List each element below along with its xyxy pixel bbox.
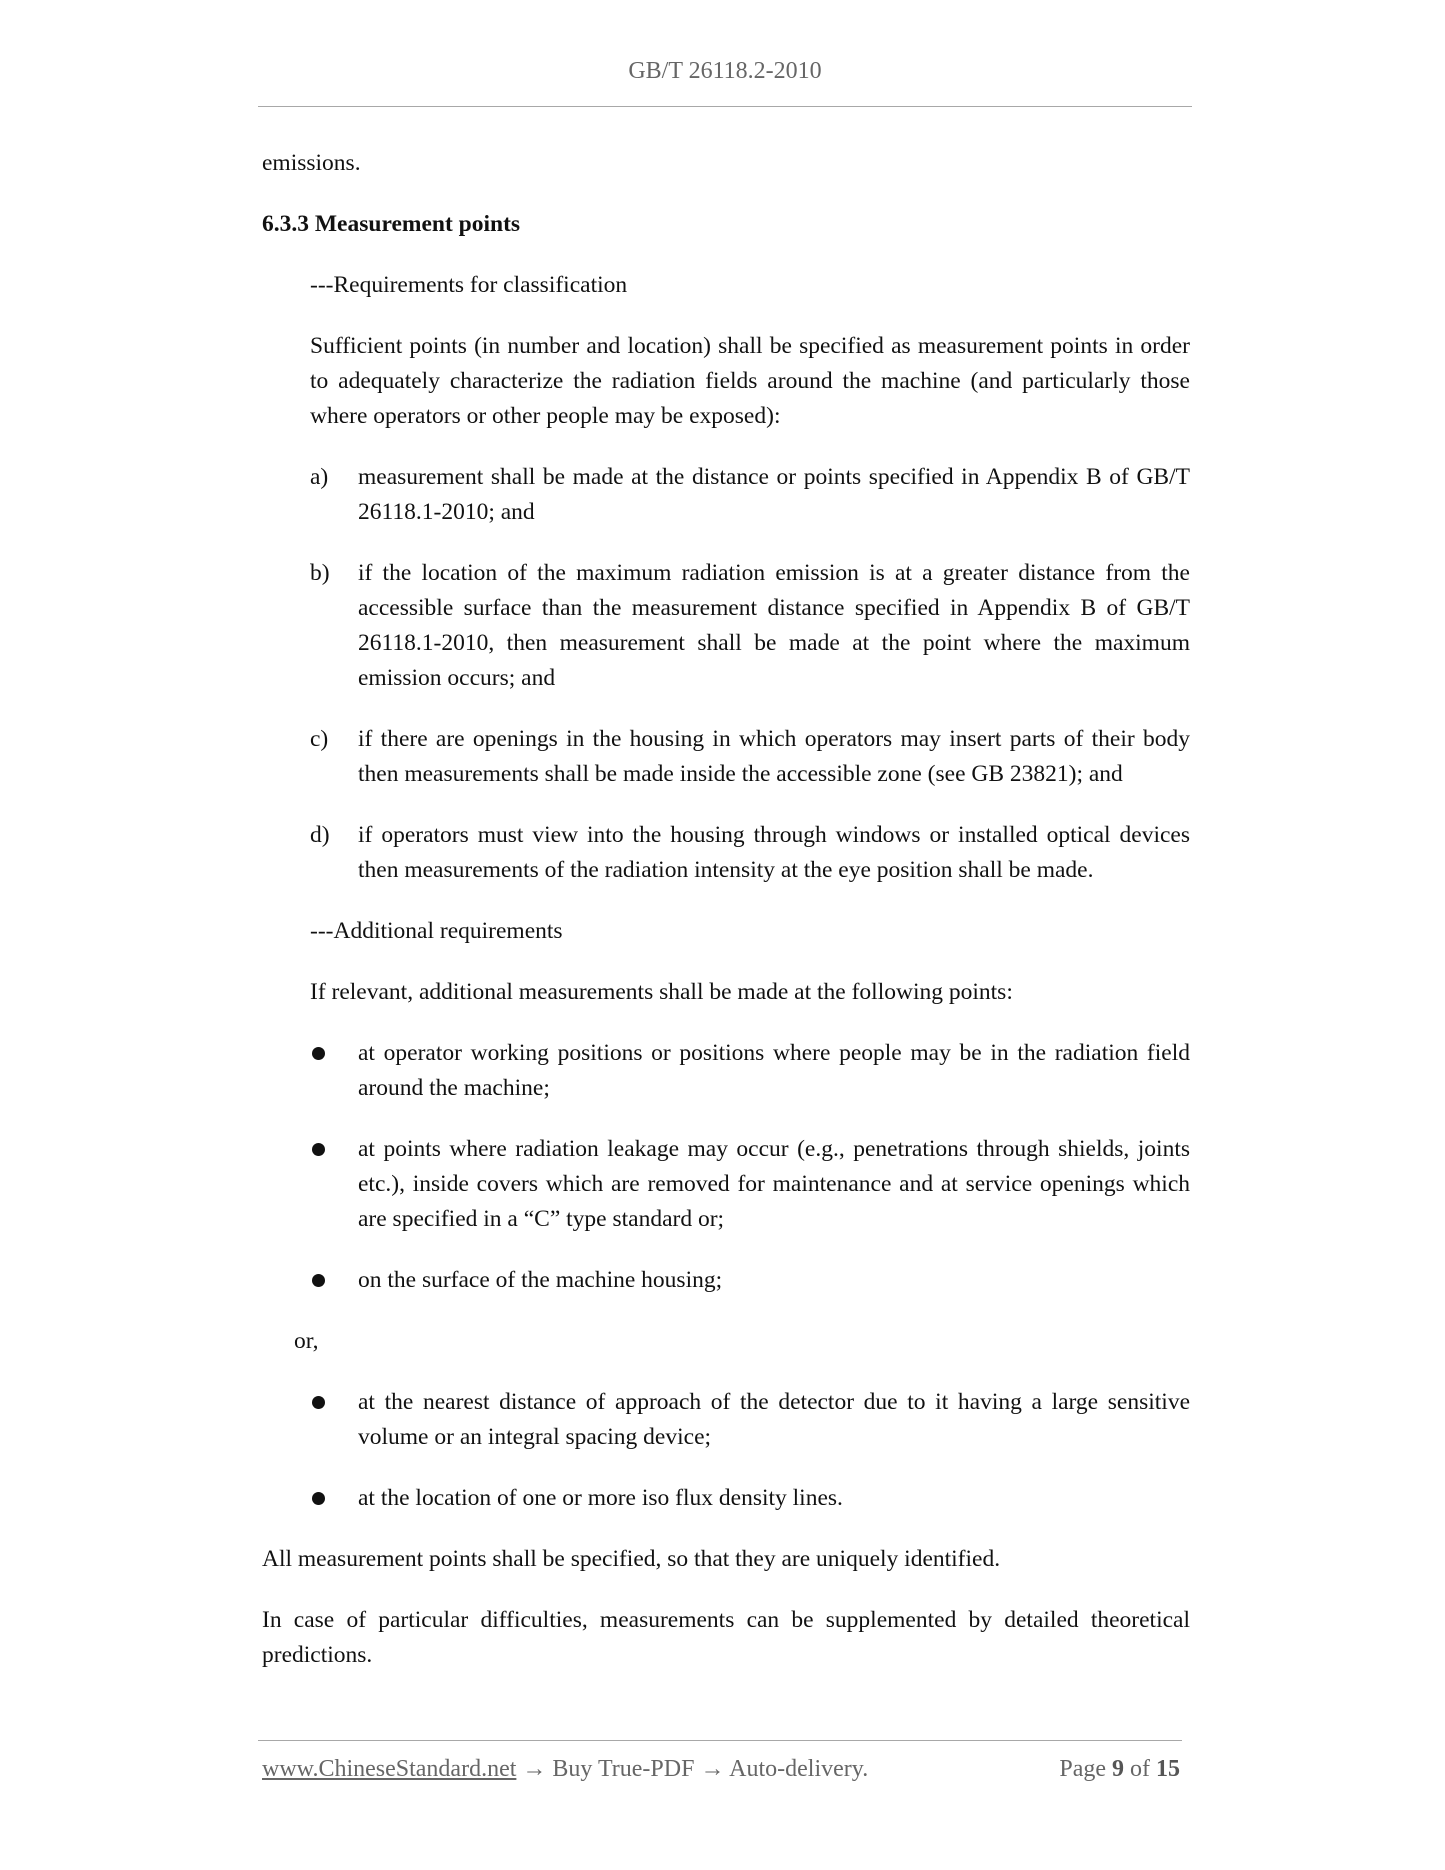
list-marker: d) xyxy=(310,822,330,848)
bullet-text: at the location of one or more iso flux density lines. xyxy=(358,1485,843,1511)
closing-paragraph-1: All measurement points shall be specified, so that they are uniquely identified. xyxy=(262,1546,1001,1572)
closing-paragraph-2: In case of particular difficulties, measurements can be supplemented by detailed theoretical predictions. xyxy=(262,1607,1190,1668)
bullet-dot-icon xyxy=(312,1396,325,1409)
section-heading: 6.3.3 Measurement points xyxy=(262,211,521,237)
header-divider xyxy=(258,106,1192,107)
page-content xyxy=(262,146,1190,1699)
bullet-dot-icon xyxy=(312,1274,325,1287)
bullet-dot-icon xyxy=(312,1047,325,1060)
page-current: 9 xyxy=(1112,1756,1124,1782)
bullet-text: at points where radiation leakage may occur (e.g., penetrations through shields, joints etc.), inside covers which are removed for maintenance and at service openings which are specified in a “C” type standard or; xyxy=(358,1136,1190,1232)
page-indicator xyxy=(1059,1756,1180,1783)
list-item-text: if the location of the maximum radiation emission is at a greater distance from the accessible surface than the measurement distance specified in Appendix B of GB/T 26118.1-2010, then measurement shall be made at the point where the maximum emission occurs; and xyxy=(358,560,1190,691)
arrow-right-icon: → xyxy=(700,1756,725,1782)
subsection-label-classification: ---Requirements for classification xyxy=(310,272,628,298)
list-item xyxy=(310,556,1190,696)
bullet-item xyxy=(310,1132,1190,1237)
site-link[interactable]: www.ChineseStandard.net xyxy=(262,1756,517,1782)
delivery-text: Auto-delivery. xyxy=(729,1756,869,1782)
bullet-dot-icon xyxy=(312,1143,325,1156)
page-total: 15 xyxy=(1156,1756,1180,1782)
arrow-right-icon: → xyxy=(522,1756,547,1782)
classification-intro: Sufficient points (in number and location) shall be specified as measurement points in order to adequately characterize the radiation fields around the machine (and particularly those where operators or other people may be exposed): xyxy=(310,333,1190,429)
bullet-item xyxy=(310,1481,1190,1516)
bullet-item xyxy=(310,1263,1190,1298)
subsection-label-additional: ---Additional requirements xyxy=(310,918,563,944)
list-marker: b) xyxy=(310,560,330,586)
of-word: of xyxy=(1130,1756,1150,1782)
additional-intro: If relevant, additional measurements shall be made at the following points: xyxy=(310,979,1013,1005)
bullet-item xyxy=(310,1036,1190,1106)
lead-fragment: emissions. xyxy=(262,150,361,176)
footer-divider xyxy=(258,1740,1182,1741)
list-item xyxy=(310,722,1190,792)
list-marker: a) xyxy=(310,464,329,490)
page-footer xyxy=(262,1756,1180,1783)
list-item xyxy=(310,460,1190,530)
list-item-text: if operators must view into the housing through windows or installed optical devices then measurements of the radiation intensity at the eye position shall be made. xyxy=(358,822,1190,883)
footer-promo xyxy=(262,1756,868,1783)
bullet-item xyxy=(310,1385,1190,1455)
bullet-text: at the nearest distance of approach of the detector due to it having a large sensitive volume or an integral spacing device; xyxy=(358,1389,1190,1450)
page-word: Page xyxy=(1059,1756,1106,1782)
list-item-text: if there are openings in the housing in which operators may insert parts of their body then measurements shall be made inside the accessible zone (see GB 23821); and xyxy=(358,726,1190,787)
list-marker: c) xyxy=(310,726,329,752)
bullet-dot-icon xyxy=(312,1492,325,1505)
buy-text: Buy True-PDF xyxy=(552,1756,695,1782)
list-item xyxy=(310,818,1190,888)
bullet-text: at operator working positions or positions where people may be in the radiation field around the machine; xyxy=(358,1040,1190,1101)
bullet-text: on the surface of the machine housing; xyxy=(358,1267,723,1293)
or-connector: or, xyxy=(294,1328,319,1354)
document-header: GB/T 26118.2-2010 xyxy=(628,58,822,84)
list-item-text: measurement shall be made at the distance or points specified in Appendix B of GB/T 26118.1-2010; and xyxy=(358,464,1190,525)
